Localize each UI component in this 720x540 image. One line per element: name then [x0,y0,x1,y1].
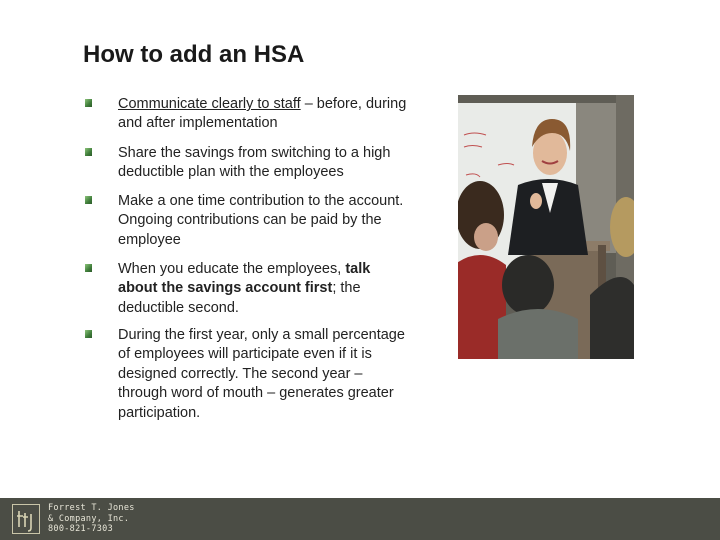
company-logo-mark [13,505,39,533]
bullet-text-segment: Make a one time contribution to the account. Ongoing contributions can be paid by the employee [118,193,404,248]
green-square-bullet-icon [85,264,92,272]
company-logo-icon [12,504,40,534]
green-square-bullet-icon [85,99,92,107]
bullet-text [118,95,413,134]
bullet-text [118,144,413,183]
green-square-bullet-icon [85,148,92,156]
bullet-text-segment: – before, during and after implementation [118,96,407,132]
bullet-text-segment: When you educate the employees, [118,261,346,277]
bullet-text [118,260,413,318]
company-name-line2: & Company, Inc. [48,513,130,524]
presenter-photo-illustration [458,95,634,359]
green-square-bullet-icon [85,330,92,338]
bullet-text-segment: ; the deductible second. [118,280,361,316]
company-name-line1: Forrest T. Jones [48,503,135,513]
company-phone: 800-821-7303 [48,524,114,534]
bullet-text [118,192,413,250]
presenter-photo [458,95,634,359]
slide-title: How to add an HSA [83,41,305,68]
bullet-text-segment: During the first year, only a small percentage of employees will participate even if it is designed correctly. The second year – through word of mouth – generates greater participation. [118,327,405,421]
bullet-text-segment: Share the savings from switching to a high deductible plan with the employees [118,145,391,181]
footer-band [0,498,720,540]
bullet-text-segment: Communicate clearly to staff [118,96,301,112]
bullet-text [118,326,413,423]
company-contact [48,503,135,535]
green-square-bullet-icon [85,196,92,204]
bullet-text-segment: talk about the savings account first [118,261,371,297]
